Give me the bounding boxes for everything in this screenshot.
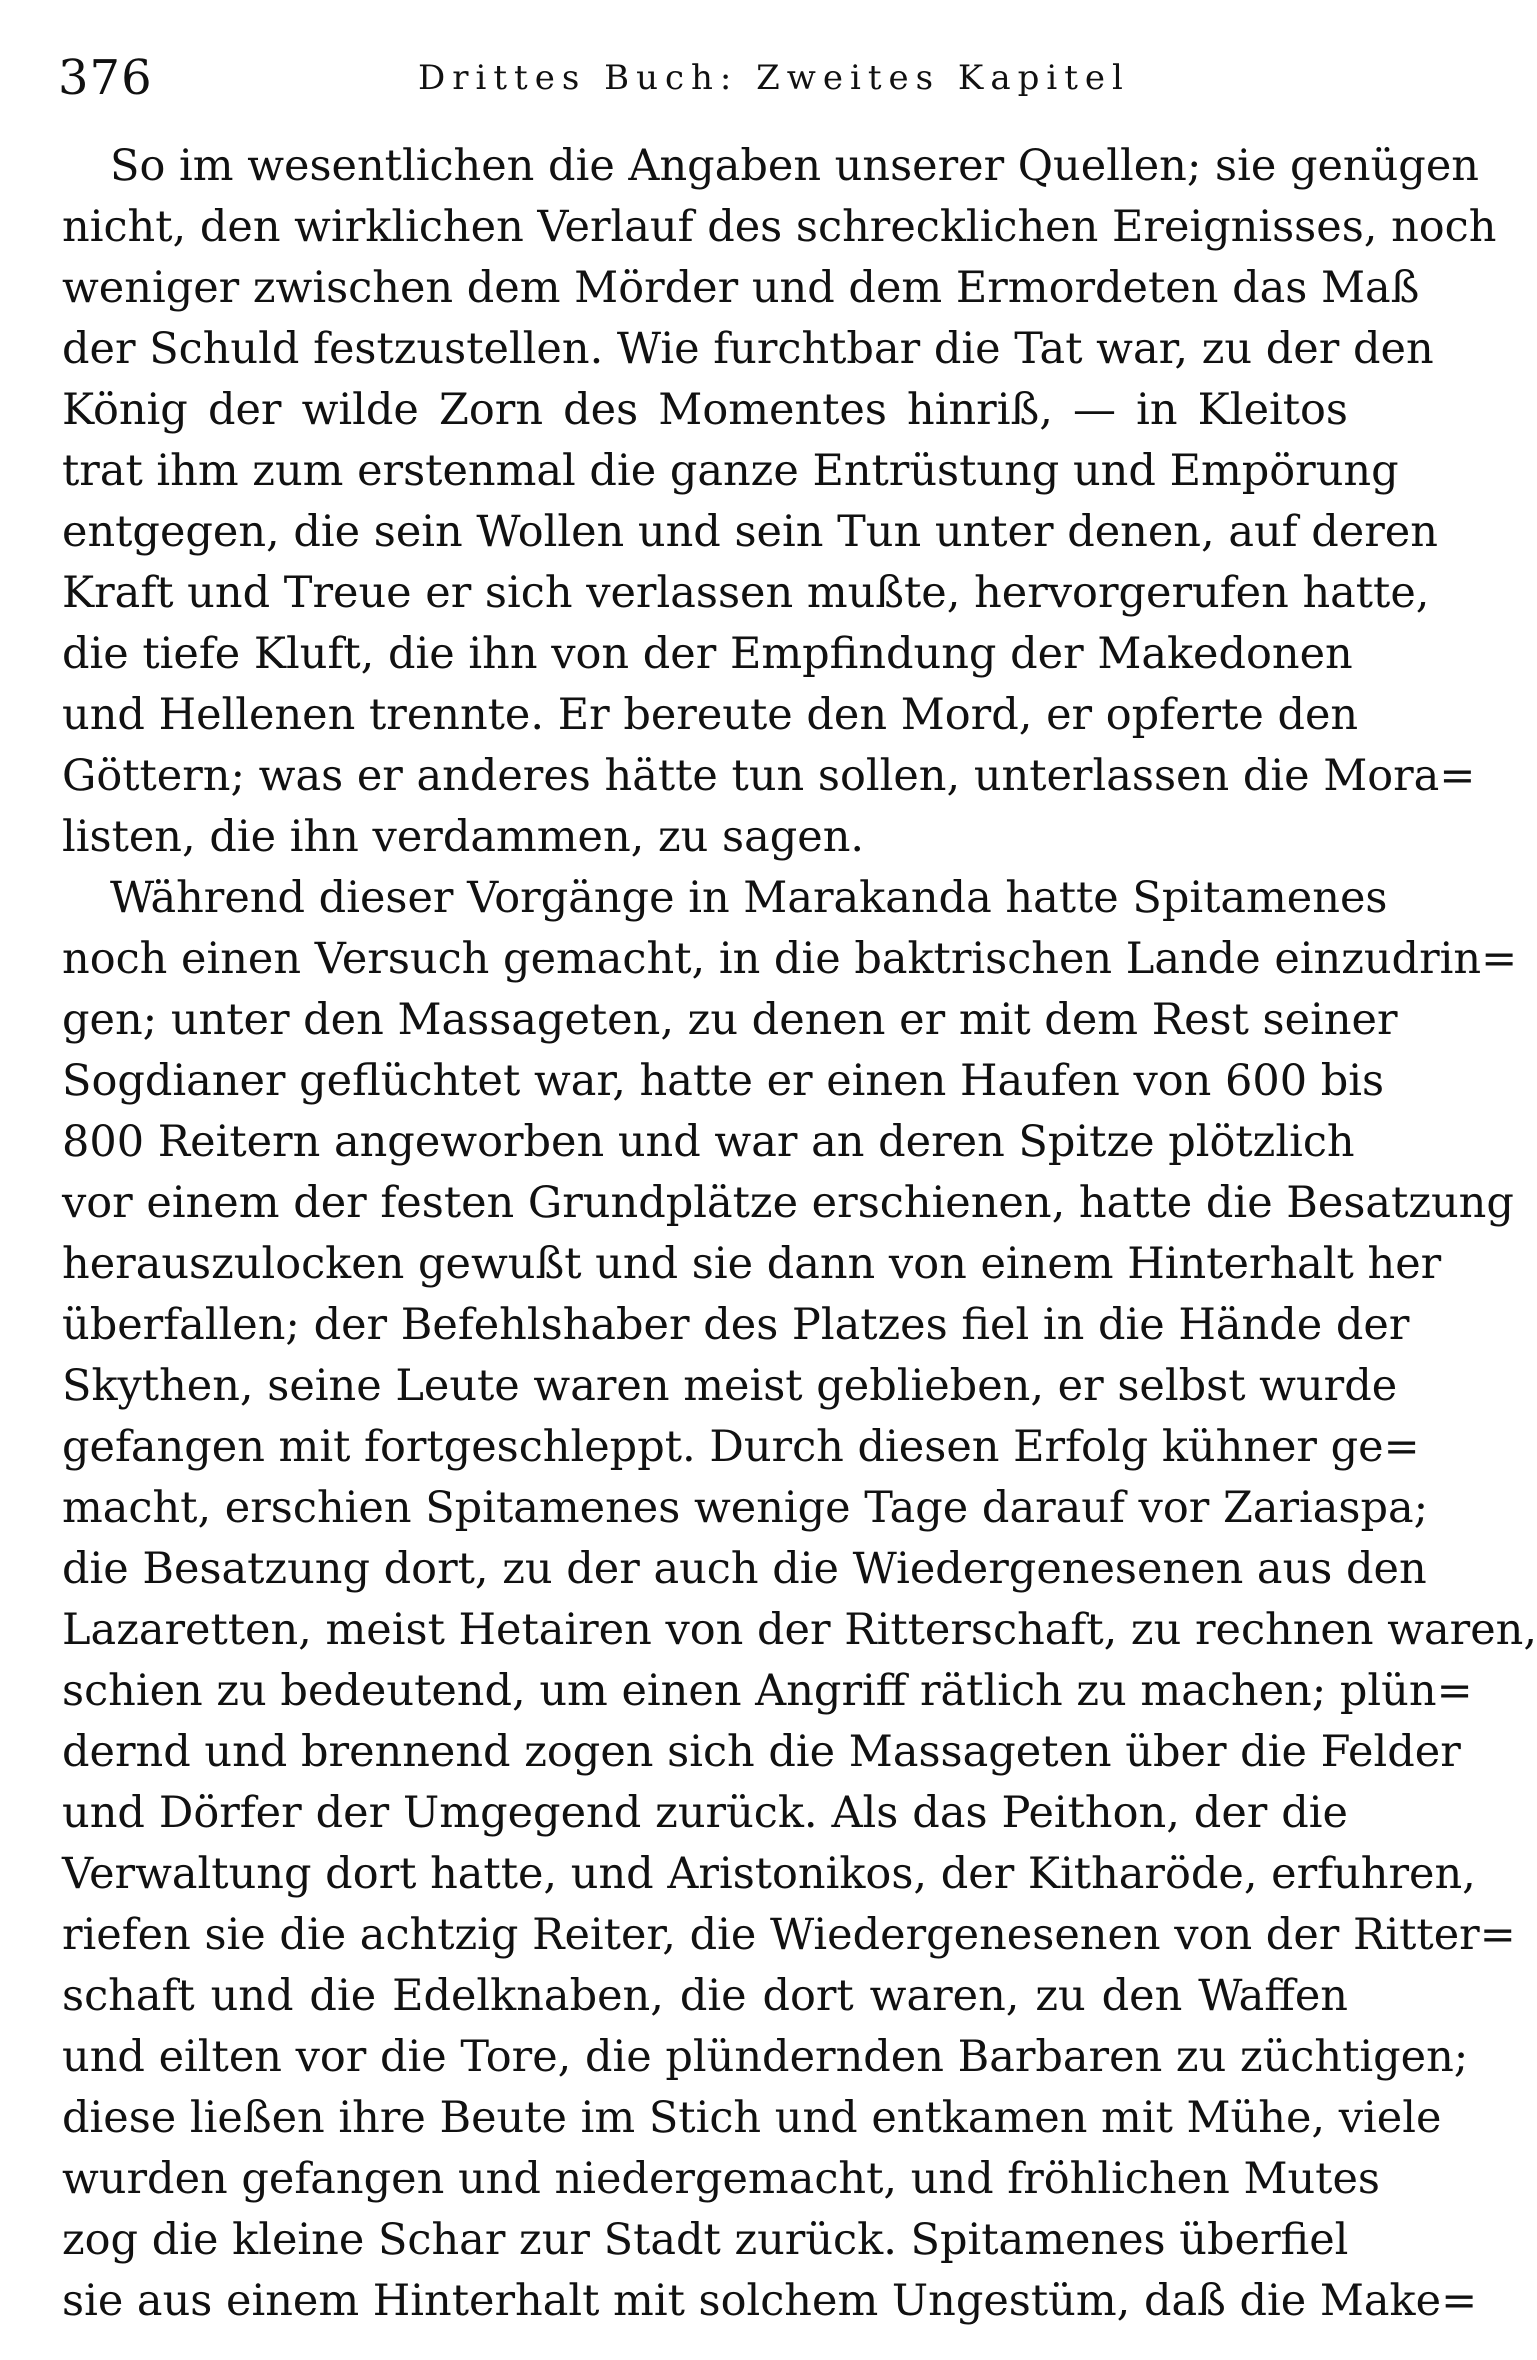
text-line: trat ihm zum erstenmal die ganze Entrüstung und Empörung bbox=[62, 446, 1399, 496]
text-line: Skythen, seine Leute waren meist geblieben, er selbst wurde bbox=[62, 1361, 1398, 1411]
text-line: noch einen Versuch gemacht, in die baktrischen Lande einzudrin= bbox=[62, 934, 1518, 984]
text-line: Lazaretten, meist Hetairen von der Ritterschaft, zu rechnen waren, bbox=[62, 1605, 1537, 1655]
text-line: Während dieser Vorgänge in Marakanda hatte Spitamenes bbox=[110, 873, 1388, 923]
text-line: Verwaltung dort hatte, und Aristonikos, der Kitharöde, erfuhren, bbox=[62, 1849, 1476, 1899]
text-line: gefangen mit fortgeschleppt. Durch diesen Erfolg kühner ge= bbox=[62, 1422, 1420, 1472]
text-line: Göttern; was er anderes hätte tun sollen, unterlassen die Mora= bbox=[62, 751, 1476, 801]
text-line: Kraft und Treue er sich verlassen mußte, hervorgerufen hatte, bbox=[62, 568, 1430, 618]
text-line: schaft und die Edelknaben, die dort waren, zu den Waffen bbox=[62, 1971, 1348, 2021]
text-line: dernd und brennend zogen sich die Massageten über die Felder bbox=[62, 1727, 1461, 1777]
text-line: König der wilde Zorn des Momentes hinriß, — in Kleitos bbox=[62, 385, 1348, 435]
text-line: und eilten vor die Tore, die plündernden Barbaren zu züchtigen; bbox=[62, 2032, 1469, 2082]
text-line: wurden gefangen und niedergemacht, und fröhlichen Mutes bbox=[62, 2154, 1380, 2204]
text-line: listen, die ihn verdammen, zu sagen. bbox=[62, 812, 865, 862]
text-line: herauszulocken gewußt und sie dann von einem Hinterhalt her bbox=[62, 1239, 1442, 1289]
text-line: die tiefe Kluft, die ihn von der Empfindung der Makedonen bbox=[62, 629, 1353, 679]
page-number: 376 bbox=[58, 50, 153, 106]
text-line: macht, erschien Spitamenes wenige Tage darauf vor Zariaspa; bbox=[62, 1483, 1429, 1533]
text-line: diese ließen ihre Beute im Stich und entkamen mit Mühe, viele bbox=[62, 2093, 1442, 2143]
text-line: 800 Reitern angeworben und war an deren Spitze plötzlich bbox=[62, 1117, 1355, 1167]
text-line: überfallen; der Befehlshaber des Platzes fiel in die Hände der bbox=[62, 1300, 1410, 1350]
text-line: zog die kleine Schar zur Stadt zurück. Spitamenes überfiel bbox=[62, 2215, 1349, 2265]
text-line: weniger zwischen dem Mörder und dem Ermordeten das Maß bbox=[62, 263, 1420, 313]
running-head bbox=[58, 48, 1338, 108]
text-line: und Dörfer der Umgegend zurück. Als das Peithon, der die bbox=[62, 1788, 1348, 1838]
text-line: vor einem der festen Grundplätze erschienen, hatte die Besatzung bbox=[62, 1178, 1514, 1228]
text-line: riefen sie die achtzig Reiter, die Wiedergenesenen von der Ritter= bbox=[62, 1910, 1516, 1960]
text-line: nicht, den wirklichen Verlauf des schrecklichen Ereignisses, noch bbox=[62, 202, 1497, 252]
text-line: gen; unter den Massageten, zu denen er mit dem Rest seiner bbox=[62, 995, 1398, 1045]
text-line: sie aus einem Hinterhalt mit solchem Ungestüm, daß die Make= bbox=[62, 2276, 1478, 2326]
text-line: entgegen, die sein Wollen und sein Tun unter denen, auf deren bbox=[62, 507, 1438, 557]
text-line: So im wesentlichen die Angaben unserer Quellen; sie genügen bbox=[110, 141, 1479, 191]
text-line: und Hellenen trennte. Er bereute den Mord, er opferte den bbox=[62, 690, 1359, 740]
running-title: Drittes Buch: Zweites Kapitel bbox=[418, 58, 1130, 98]
body-text bbox=[62, 136, 1537, 2332]
text-line: der Schuld festzustellen. Wie furchtbar die Tat war, zu der den bbox=[62, 324, 1434, 374]
text-line: schien zu bedeutend, um einen Angriff rätlich zu machen; plün= bbox=[62, 1666, 1473, 1716]
text-line: Sogdianer geflüchtet war, hatte er einen Haufen von 600 bis bbox=[62, 1056, 1385, 1106]
text-line: die Besatzung dort, zu der auch die Wiedergenesenen aus den bbox=[62, 1544, 1427, 1594]
